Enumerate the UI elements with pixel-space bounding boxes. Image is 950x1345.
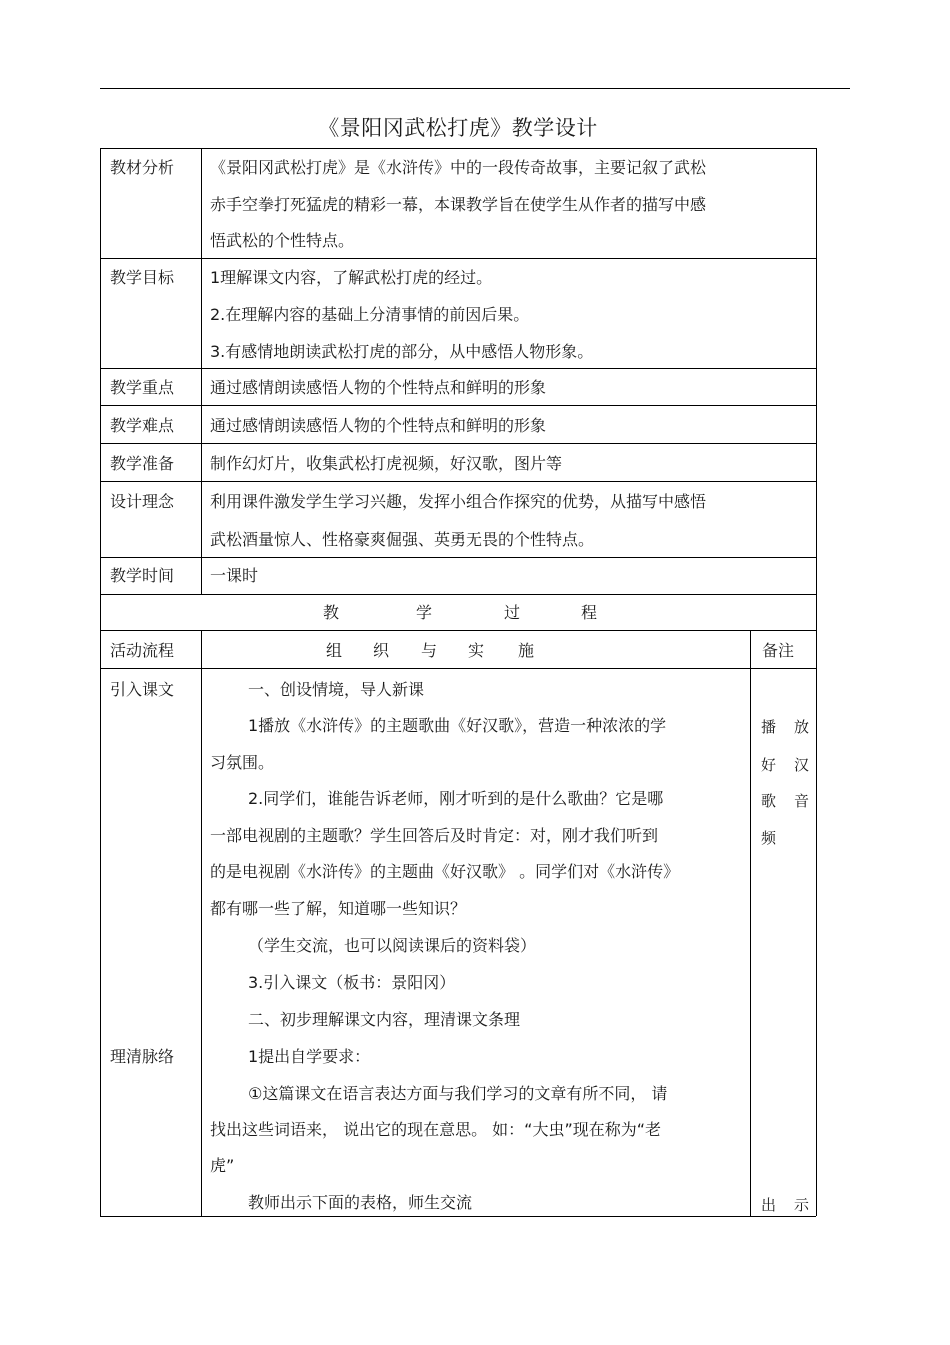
row-label-time: 教学时间 — [110, 566, 175, 585]
difficulty-text: 通过感情朗读感悟人物的个性特点和鲜明的形象 — [210, 416, 547, 435]
analysis-line: 悟武松的个性特点。 — [210, 231, 355, 250]
table-divider — [100, 258, 816, 259]
impl-line: （学生交流，也可以阅读课后的资料袋） — [248, 936, 537, 955]
process-heading-char: 程 — [581, 603, 598, 622]
table-border — [100, 148, 101, 1216]
col-header-impl-char: 与 — [421, 641, 438, 660]
row-label-preparation: 教学准备 — [110, 454, 175, 473]
table-divider — [201, 630, 202, 1216]
goal-line: 2.在理解内容的基础上分清事情的前因后果。 — [210, 305, 530, 324]
process-heading-char: 过 — [504, 603, 521, 622]
impl-line: 二、初步理解课文内容，理清课文条理 — [248, 1010, 521, 1029]
impl-line: 1提出自学要求： — [248, 1047, 371, 1066]
impl-line: 2.同学们，谁能告诉老师，刚才听到的是什么歌曲？它是哪 — [248, 789, 664, 808]
note-char: 歌 — [761, 792, 777, 810]
table-border — [100, 148, 816, 149]
row-label-analysis: 教材分析 — [110, 158, 175, 177]
note-char: 汉 — [794, 756, 810, 774]
table-border — [100, 1216, 816, 1217]
table-divider — [100, 405, 816, 406]
analysis-line: 赤手空拳打死猛虎的精彩一幕，本课教学旨在使学生从作者的描写中感 — [210, 195, 707, 214]
col-header-note: 备注 — [762, 641, 795, 660]
note-char: 放 — [794, 718, 810, 736]
note-char: 出 — [761, 1196, 777, 1214]
note-char: 好 — [761, 756, 777, 774]
page-title: 《景阳冈武松打虎》教学设计 — [318, 116, 598, 140]
note-char: 频 — [761, 829, 777, 847]
impl-line: 教师出示下面的表格，师生交流 — [248, 1193, 473, 1212]
key-text: 通过感情朗读感悟人物的个性特点和鲜明的形象 — [210, 378, 547, 397]
col-header-impl-char: 实 — [468, 641, 485, 660]
row-label-goals: 教学目标 — [110, 268, 175, 287]
note-char: 音 — [794, 792, 810, 810]
concept-line: 武松酒量惊人、性格豪爽倔强、英勇无畏的个性特点。 — [210, 530, 595, 549]
table-divider — [100, 368, 816, 369]
table-divider — [100, 594, 816, 595]
preparation-text: 制作幻灯片，收集武松打虎视频，好汉歌，图片等 — [210, 454, 563, 473]
row-label-key: 教学重点 — [110, 378, 175, 397]
impl-line: 习氛围。 — [210, 753, 275, 772]
activity-label-intro: 引入课文 — [110, 680, 175, 699]
col-header-impl-char: 组 — [326, 641, 343, 660]
table-divider — [100, 668, 816, 669]
table-divider — [750, 630, 751, 1216]
impl-line: 一部电视剧的主题歌？学生回答后及时肯定：对，刚才我们听到 — [210, 826, 659, 845]
activity-label-outline: 理清脉络 — [110, 1047, 175, 1066]
impl-line: 一、创设情境，导人新课 — [248, 680, 425, 699]
analysis-line: 《景阳冈武松打虎》是《水浒传》中的一段传奇故事，主要记叙了武松 — [210, 158, 707, 177]
col-header-impl-char: 织 — [373, 641, 390, 660]
row-label-concept: 设计理念 — [110, 492, 175, 511]
table-divider — [100, 630, 816, 631]
concept-line: 利用课件激发学生学习兴趣，发挥小组合作探究的优势，从描写中感悟 — [210, 492, 707, 511]
row-label-difficulty: 教学难点 — [110, 416, 175, 435]
impl-line: 都有哪一些了解，知道哪一些知识？ — [210, 899, 467, 918]
note-char: 示 — [794, 1196, 810, 1214]
process-heading-char: 学 — [416, 603, 433, 622]
col-header-activity: 活动流程 — [110, 641, 175, 660]
goal-line: 3.有感情地朗读武松打虎的部分，从中感悟人物形象。 — [210, 342, 594, 361]
table-divider — [100, 481, 816, 482]
impl-line: 找出这些词语来， 说出它的现在意思。 如：“大虫”现在称为“老 — [210, 1120, 662, 1139]
impl-line: 的是电视剧《水浒传》的主题曲《好汉歌》 。同学们对《水浒传》 — [210, 862, 680, 881]
impl-line: 3.引入课文（板书：景阳冈） — [248, 973, 456, 992]
table-divider — [100, 557, 816, 558]
table-divider — [100, 443, 816, 444]
table-border — [816, 148, 817, 1216]
impl-line: 虎” — [210, 1156, 235, 1175]
time-text: 一课时 — [210, 566, 259, 585]
goal-line: 1理解课文内容，了解武松打虎的经过。 — [210, 268, 493, 287]
impl-line: 1播放《水浒传》的主题歌曲《好汉歌》，营造一种浓浓的学 — [248, 716, 667, 735]
note-char: 播 — [761, 718, 777, 736]
process-heading-char: 教 — [323, 603, 340, 622]
impl-line: ①这篇课文在语言表达方面与我们学习的文章有所不同， 请 — [248, 1084, 668, 1103]
table-divider — [201, 148, 202, 594]
col-header-impl-char: 施 — [518, 641, 535, 660]
